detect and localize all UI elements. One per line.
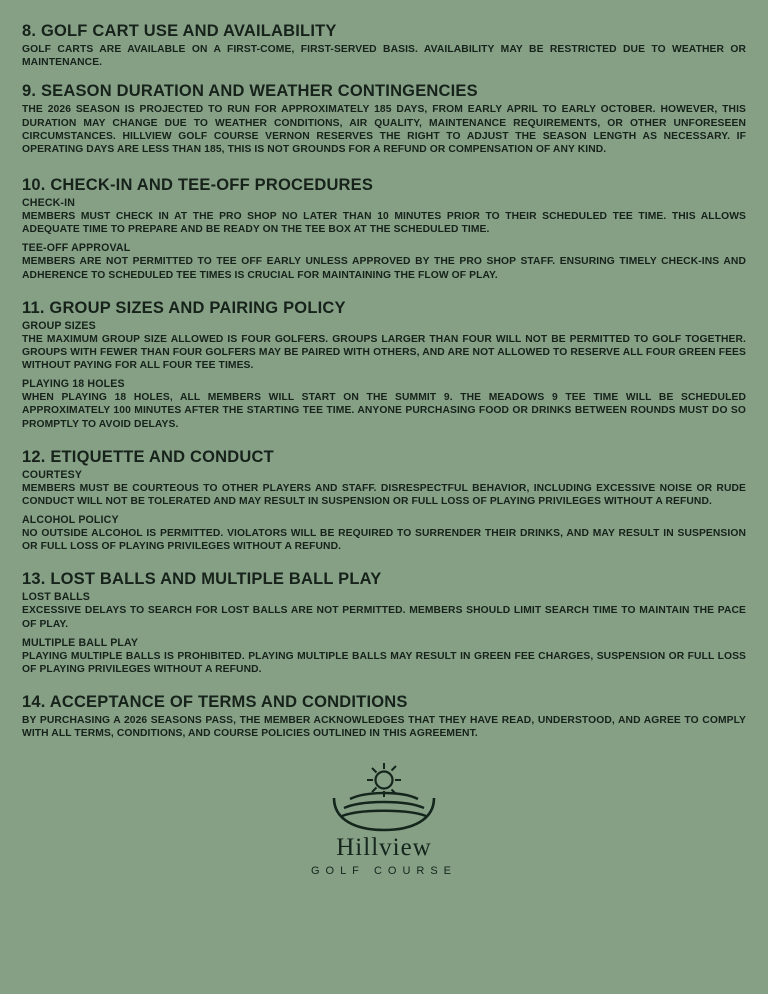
section-body: BY PURCHASING A 2026 SEASONS PASS, THE MEMBER ACKNOWLEDGES THAT THEY HAVE READ, UNDERSTOOD, AND AGREE TO COMPLY WITH ALL TERMS, CONDITIONS, AND COURSE POLICIES OUTLINED IN THIS AGREEMENT. bbox=[22, 715, 746, 740]
brand-name: Hillview bbox=[336, 834, 432, 862]
subsection-title: ALCOHOL POLICY bbox=[22, 514, 119, 527]
subsection-title: COURTESY bbox=[22, 468, 83, 481]
subsection-courtesy bbox=[22, 469, 746, 508]
subsection-title: PLAYING 18 HOLES bbox=[22, 378, 125, 391]
subsection-title: CHECK-IN bbox=[22, 197, 75, 210]
subsection-group-sizes bbox=[22, 320, 746, 373]
section-check-in-procedures bbox=[22, 176, 746, 282]
subsection-body: WHEN PLAYING 18 HOLES, ALL MEMBERS WILL START ON THE SUMMIT 9. THE MEADOWS 9 TEE TIME WILL BE SCHEDULED APPROXIMATELY 100 MINUTES AFTER THE STARTING TEE TIME. ANYONE PURCHASING FOOD OR DRINKS BETWEEN ROUNDS MUST DO SO PROMPTLY TO AVOID DELAYS. bbox=[22, 392, 746, 430]
subsection-lost-balls bbox=[22, 591, 746, 630]
subsection-body: NO OUTSIDE ALCOHOL IS PERMITTED. VIOLATORS WILL BE REQUIRED TO SURRENDER THEIR DRINKS, AND MAY RESULT IN SUSPENSION OR FULL LOSS OF PLAYING PRIVILEGES WITHOUT A REFUND. bbox=[22, 528, 746, 553]
section-acceptance-of-terms bbox=[22, 693, 746, 740]
section-lost-balls bbox=[22, 570, 746, 676]
section-golf-cart-use bbox=[22, 22, 746, 69]
section-title: 13. LOST BALLS AND MULTIPLE BALL PLAY bbox=[22, 570, 382, 589]
section-title: 12. ETIQUETTE AND CONDUCT bbox=[22, 447, 274, 466]
subsection-title: LOST BALLS bbox=[22, 591, 91, 604]
subsection-title: GROUP SIZES bbox=[22, 319, 96, 332]
section-title: 9. SEASON DURATION AND WEATHER CONTINGENCIES bbox=[22, 82, 478, 101]
subsection-body: MEMBERS MUST BE COURTEOUS TO OTHER PLAYERS AND STAFF. DISRESPECTFUL BEHAVIOR, INCLUDING EXCESSIVE NOISE OR RUDE CONDUCT WILL NOT BE TOLERATED AND MAY RESULT IN SUSPENSION OR FULL LOSS OF PLAYING PRIVILEGES WITHOUT A REFUND. bbox=[22, 482, 746, 507]
section-group-sizes bbox=[22, 299, 746, 431]
subsection-body: PLAYING MULTIPLE BALLS IS PROHIBITED. PLAYING MULTIPLE BALLS MAY RESULT IN GREEN FEE CHARGES, SUSPENSION OR FULL LOSS OF PLAYING PRIVILEGES WITHOUT A REFUND. bbox=[22, 650, 746, 675]
section-title: 10. CHECK-IN AND TEE-OFF PROCEDURES bbox=[22, 176, 374, 195]
subsection-check-in bbox=[22, 197, 746, 236]
section-body: GOLF CARTS ARE AVAILABLE ON A FIRST-COME, FIRST-SERVED BASIS. AVAILABILITY MAY BE RESTRICTED DUE TO WEATHER OR MAINTENANCE. bbox=[22, 44, 746, 69]
subsection-body: EXCESSIVE DELAYS TO SEARCH FOR LOST BALLS ARE NOT PERMITTED. MEMBERS SHOULD LIMIT SEARCH TIME TO MAINTAIN THE PACE OF PLAY. bbox=[22, 605, 746, 630]
subsection-title: MULTIPLE BALL PLAY bbox=[22, 636, 139, 649]
subsection-body: THE MAXIMUM GROUP SIZE ALLOWED IS FOUR GOLFERS. GROUPS LARGER THAN FOUR WILL NOT BE PERMITTED TO GOLF TOGETHER. GROUPS WITH FEWER THAN FOUR GOLFERS MAY BE PAIRED WITH OTHERS, AND ARE NOT ALLOWED TO RESERVE ALL FOUR GREEN FEES WITHOUT PAYING FOR ALL FOUR TEE TIMES. bbox=[22, 333, 746, 372]
sun-over-water-icon bbox=[328, 758, 440, 832]
subsection-playing-18-holes bbox=[22, 378, 746, 431]
subsection-title: TEE-OFF APPROVAL bbox=[22, 242, 131, 255]
section-etiquette-conduct bbox=[22, 448, 746, 554]
section-title: 8. GOLF CART USE AND AVAILABILITY bbox=[22, 22, 337, 40]
section-body: THE 2026 SEASON IS PROJECTED TO RUN FOR APPROXIMATELY 185 DAYS, FROM EARLY APRIL TO EARLY OCTOBER. HOWEVER, THIS DURATION MAY CHANGE DUE TO WEATHER CONDITIONS, AIR QUALITY, MAINTENANCE REQUIREMENTS, OR OTHER UNFORESEEN CIRCUMSTANCES. HILLVIEW GOLF COURSE VERNON RESERVES THE RIGHT TO ADJUST THE SEASON LENGTH AS NECESSARY. IF OPERATING DAYS ARE LESS THAN 185, THIS IS NOT GROUNDS FOR A REFUND OR COMPENSATION OF ANY KIND. bbox=[22, 104, 746, 155]
section-title: 11. GROUP SIZES AND PAIRING POLICY bbox=[22, 298, 346, 317]
subsection-alcohol-policy bbox=[22, 514, 746, 553]
subsection-body: MEMBERS MUST CHECK IN AT THE PRO SHOP NO LATER THAN 10 MINUTES PRIOR TO THEIR SCHEDULED TEE TIME. THIS ALLOWS ADEQUATE TIME TO PREPARE AND BE READY ON THE TEE BOX AT THE SCHEDULED TIME. bbox=[22, 211, 746, 236]
section-season-duration bbox=[22, 82, 746, 156]
brand-logo bbox=[22, 758, 746, 877]
subsection-body: MEMBERS ARE NOT PERMITTED TO TEE OFF EARLY UNLESS APPROVED BY THE PRO SHOP STAFF. ENSURING TIMELY CHECK-INS AND ADHERENCE TO SCHEDULED TEE TIMES IS CRUCIAL FOR MAINTAINING THE FLOW OF PLAY. bbox=[22, 256, 746, 281]
subsection-multiple-ball-play bbox=[22, 637, 746, 676]
subsection-tee-off-approval bbox=[22, 242, 746, 281]
brand-subtitle: GOLF COURSE bbox=[310, 865, 458, 878]
section-title: 14. ACCEPTANCE OF TERMS AND CONDITIONS bbox=[22, 693, 408, 712]
